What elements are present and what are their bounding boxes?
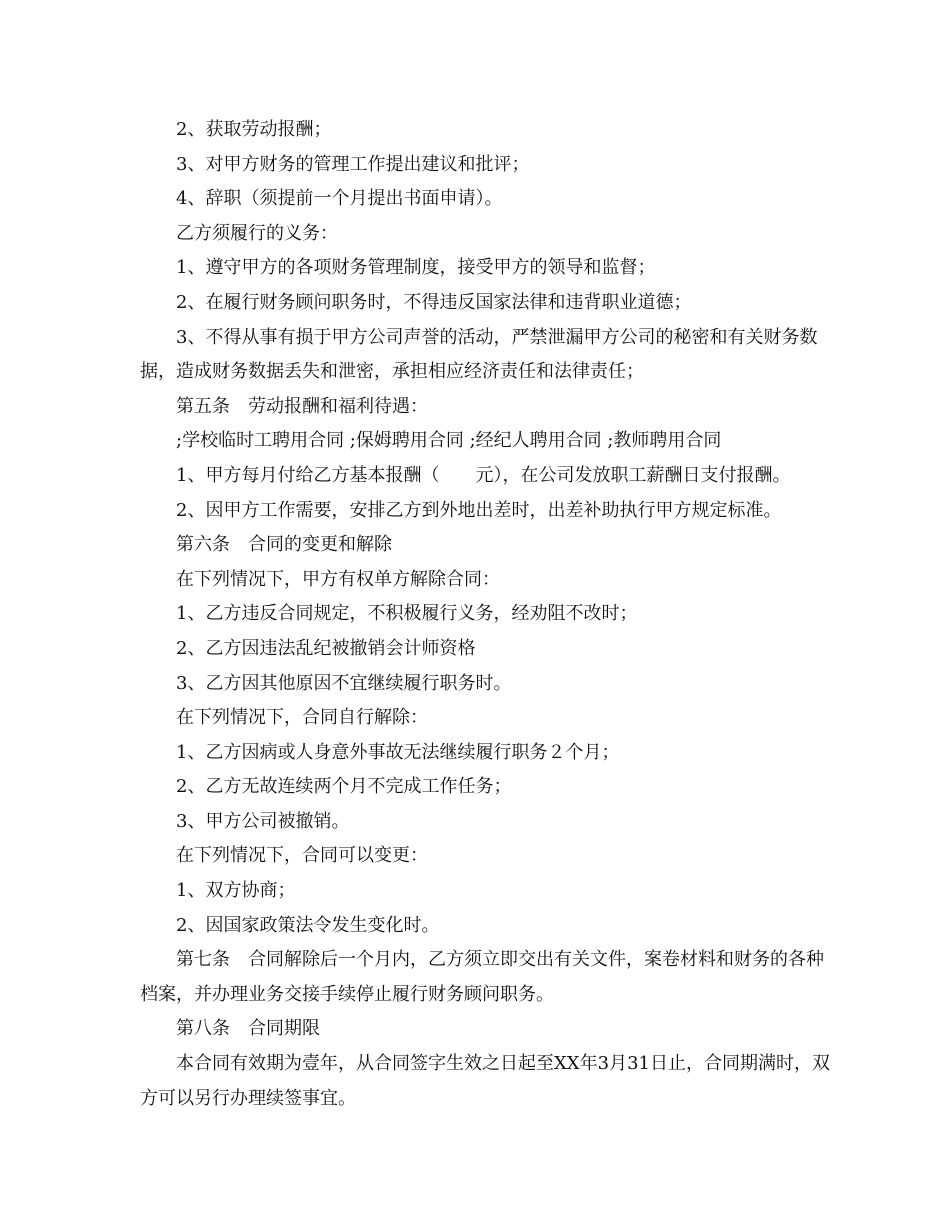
section-heading: 第七条 合同解除后一个月内，乙方须立即交出有关文件，案卷材料和财务的各种档案，并办理业务交接手续停止履行财务顾问职务。 — [140, 949, 824, 1005]
paragraph: 在下列情况下，合同自行解除： — [176, 707, 428, 729]
paragraph: 3、不得从事有损于甲方公司声誉的活动，严禁泄漏甲方公司的秘密和有关财务数据，造成财务数据丢失和泄密，承担相应经济责任和法律责任； — [140, 326, 818, 383]
paragraph: 4、辞职（须提前一个月提出书面申请）。 — [176, 188, 503, 210]
paragraph: 2、获取劳动报酬； — [176, 119, 332, 140]
paragraph: 1、乙方违反合同规定，不积极履行义务，经劝阻不改时； — [176, 603, 638, 625]
section-heading: 第五条 劳动报酬和福利待遇： — [176, 395, 428, 417]
paragraph: ;学校临时工聘用合同 ;保姆聘用合同 ;经纪人聘用合同 ;教师聘用合同 — [176, 430, 722, 452]
paragraph: 2、在履行财务顾问职务时，不得违反国家法律和违背职业道德； — [176, 291, 692, 313]
section-heading: 第八条 合同期限 — [176, 1018, 320, 1040]
paragraph: 3、乙方因其他原因不宜继续履行职务时。 — [176, 672, 512, 694]
paragraph: 2、乙方无故连续两个月不完成工作任务； — [176, 776, 512, 798]
paragraph: 2、因国家政策法令发生变化时。 — [176, 914, 440, 936]
section-heading: 第六条 合同的变更和解除 — [176, 534, 392, 556]
document-body — [140, 113, 830, 1116]
paragraph: 1、乙方因病或人身意外事故无法继续履行职务２个月； — [176, 741, 620, 763]
paragraph: 在下列情况下，合同可以变更： — [176, 845, 428, 867]
paragraph: 本合同有效期为壹年，从合同签字生效之日起至XX年3月31日止，合同期满时，双方可以另行办理续签事宜。 — [140, 1053, 830, 1109]
paragraph: 3、甲方公司被撤销。 — [176, 810, 350, 832]
paragraph: 在下列情况下，甲方有权单方解除合同： — [176, 568, 500, 590]
paragraph: 2、因甲方工作需要，安排乙方到外地出差时，出差补助执行甲方规定标准。 — [176, 499, 782, 521]
paragraph: 2、乙方因违法乱纪被撤销会计师资格 — [176, 637, 476, 659]
paragraph: 乙方须履行的义务： — [176, 222, 338, 244]
paragraph: 1、甲方每月付给乙方基本报酬（ 元），在公司发放职工薪酬日支付报酬。 — [176, 464, 791, 486]
paragraph: 3、对甲方财务的管理工作提出建议和批评； — [176, 153, 530, 175]
paragraph: 1、遵守甲方的各项财务管理制度，接受甲方的领导和监督； — [176, 257, 656, 279]
paragraph: 1、双方协商； — [176, 880, 296, 902]
